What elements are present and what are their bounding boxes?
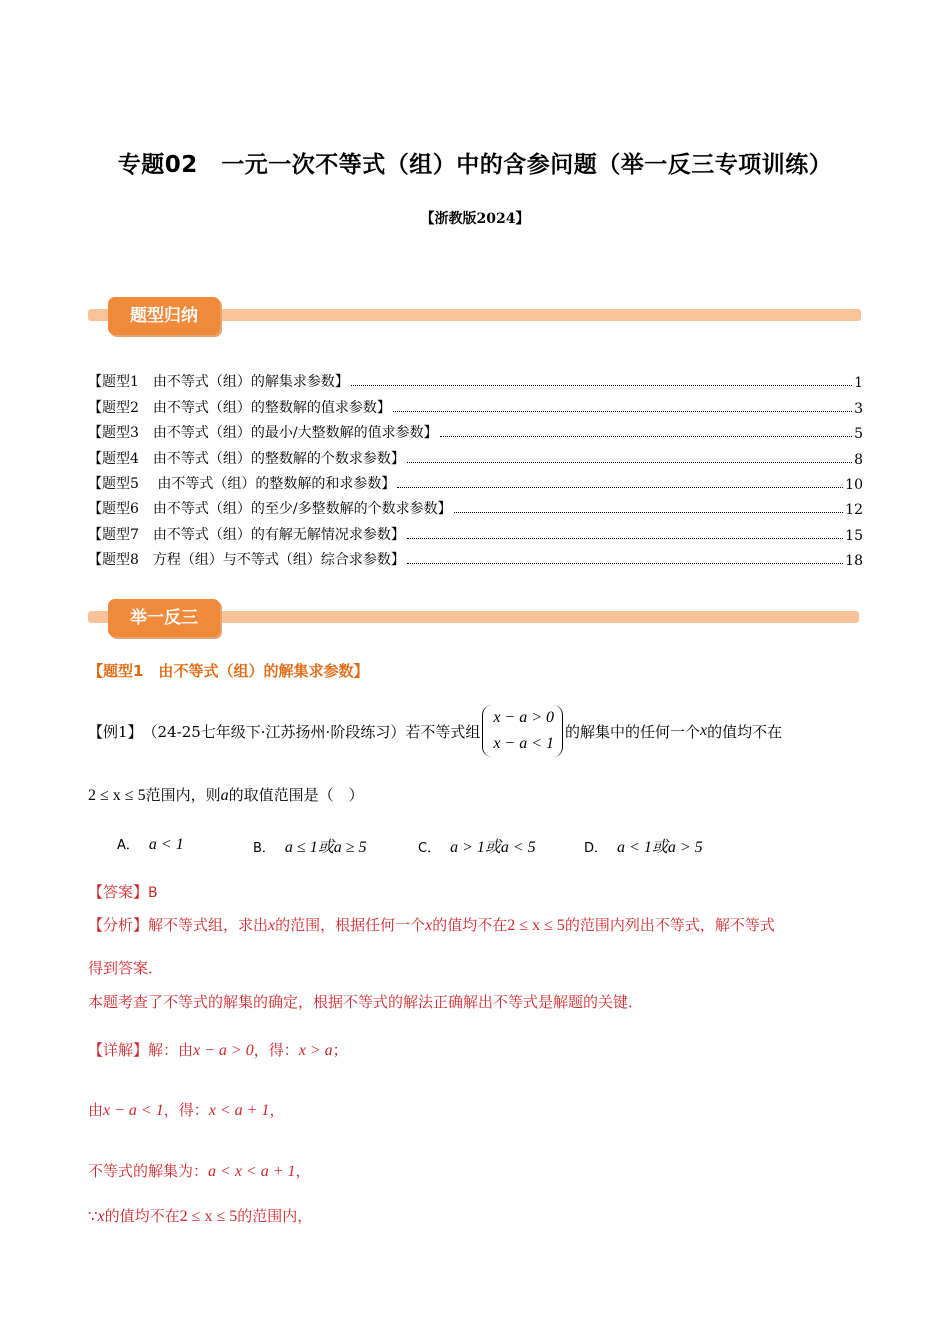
var-x: x [97,1208,105,1225]
equation: x > a [298,1042,333,1059]
detail-text: ； [332,1041,348,1059]
toc-item-label: 【题型5 由不等式（组）的整数解的和求参数】 [88,475,396,492]
question-text: 的解集中的任何一个 [565,722,701,741]
detail-text: 的范围内， [237,1207,313,1225]
detail-text: 解：由 [148,1041,194,1059]
analysis-text: 的值均不在 [432,916,508,934]
analysis-line1 [88,914,775,935]
section-heading: 【题型1 由不等式（组）的解集求参数】 [88,662,369,680]
toc-page-number: 18 [845,553,863,570]
toc-page-number: 3 [854,400,863,417]
toc-page-number: 1 [854,375,863,392]
answer-tag: 【答案】 [88,883,149,901]
var-x: x [700,722,708,739]
detail-step4 [88,1205,312,1226]
detail-text: ，得： [253,1041,299,1059]
toc-item-label: 【题型2 由不等式（组）的整数解的值求参数】 [88,399,391,416]
toc-item[interactable] [88,468,863,493]
toc-leader-dots [393,411,852,412]
toc-item-label: 【题型3 由不等式（组）的最小/大整数解的值求参数】 [88,425,438,442]
question-text: 的值均不在 [707,722,783,741]
analysis-line2: 得到答案． [88,959,164,977]
detail-tag: 【详解】 [88,1041,149,1059]
var-x: x [425,917,433,934]
toc-item-label: 【题型7 由不等式（组）的有解无解情况求参数】 [88,526,405,543]
toc-item[interactable] [88,518,863,543]
example-source: （24-25七年级下·江苏扬州·阶段练习）若不等式组 [142,722,481,741]
option-label: B． [253,841,275,856]
toc-item[interactable] [88,442,863,467]
answer-line [88,881,158,902]
inequality-system [482,705,563,757]
example-question-line2 [88,784,364,805]
option-a[interactable] [117,834,184,854]
answer-value: B [148,885,158,901]
toc-item[interactable] [88,417,863,442]
toc-item[interactable] [88,493,863,518]
detail-step2 [88,1099,284,1120]
equation: x − a < 1 [103,1102,164,1119]
banner-question-types: 题型归纳 [108,297,220,335]
option-d[interactable] [584,834,703,857]
detail-text: ，得： [163,1101,209,1119]
toc-leader-dots [351,385,852,386]
toc-page-number: 8 [854,451,863,468]
toc-leader-dots [440,436,852,437]
range-expression: 2 ≤ x ≤ 5 [179,1208,238,1225]
detail-text: 由 [88,1101,104,1119]
toc-leader-dots [407,462,852,463]
toc-page-number: 10 [845,476,863,493]
option-c[interactable] [418,834,536,857]
range-expression: 2 ≤ x ≤ 5 [507,917,565,934]
option-text: a ≤ 1或a ≥ 5 [284,839,367,856]
detail-step3 [88,1160,311,1181]
option-text: a > 1或a < 5 [450,839,536,856]
page-title: 专题02 一元一次不等式（组）中的含参问题（举一反三专项训练） [117,152,833,178]
detail-text: ∵ [88,1207,98,1225]
analysis-line3: 本题考查了不等式的解集的确定，根据不等式的解法正确解出不等式是解题的关键． [88,993,644,1011]
option-label: D． [584,841,608,856]
detail-text: 不等式的解集为： [88,1162,209,1180]
example-tag: 【例1】 [88,722,143,741]
example-question [88,700,782,762]
toc-item[interactable] [88,391,863,416]
option-b[interactable] [253,834,367,857]
option-label: C． [418,841,441,856]
equation: a < x < a + 1 [208,1163,296,1180]
analysis-tag: 【分析】 [88,916,149,934]
toc-item[interactable] [88,544,863,569]
detail-text: ， [269,1101,285,1119]
detail-text: 的值均不在 [104,1207,180,1225]
equation: x < a + 1 [208,1102,270,1119]
toc-leader-dots [407,563,843,564]
system-line-1: x − a > 0 [493,709,555,726]
analysis-text: 的范围，根据任何一个 [275,916,426,934]
option-text: a < 1 [148,836,184,853]
question-text: 范围内，则 [145,786,221,804]
edition-label: 【浙教版2024】 [420,211,530,227]
detail-step1 [88,1039,348,1060]
toc-page-number: 12 [845,502,863,519]
equation: x − a > 0 [193,1042,254,1059]
question-text: 的取值范围是（ ） [228,786,364,804]
toc-item-label: 【题型6 由不等式（组）的至少/多整数解的个数求参数】 [88,501,452,518]
table-of-contents [88,366,863,569]
toc-page-number: 15 [845,527,863,544]
toc-page-number: 5 [854,426,863,443]
option-text: a < 1或a > 5 [617,839,703,856]
toc-item-label: 【题型4 由不等式（组）的整数解的个数求参数】 [88,450,405,467]
system-line-2: x − a < 1 [493,735,555,752]
toc-leader-dots [454,512,844,513]
toc-item[interactable] [88,366,863,391]
var-a: a [220,787,229,804]
var-x: x [268,917,276,934]
option-label: A． [117,838,139,853]
toc-leader-dots [397,487,843,488]
analysis-text: 解不等式组，求出 [148,916,269,934]
range-expression: 2 ≤ x ≤ 5 [88,787,146,804]
analysis-text: 的范围内列出不等式，解不等式 [564,916,775,934]
toc-leader-dots [407,538,843,539]
toc-item-label: 【题型8 方程（组）与不等式（组）综合求参数】 [88,552,405,569]
toc-item-label: 【题型1 由不等式（组）的解集求参数】 [88,374,349,391]
detail-text: ， [295,1162,311,1180]
banner-practice: 举一反三 [108,599,220,637]
